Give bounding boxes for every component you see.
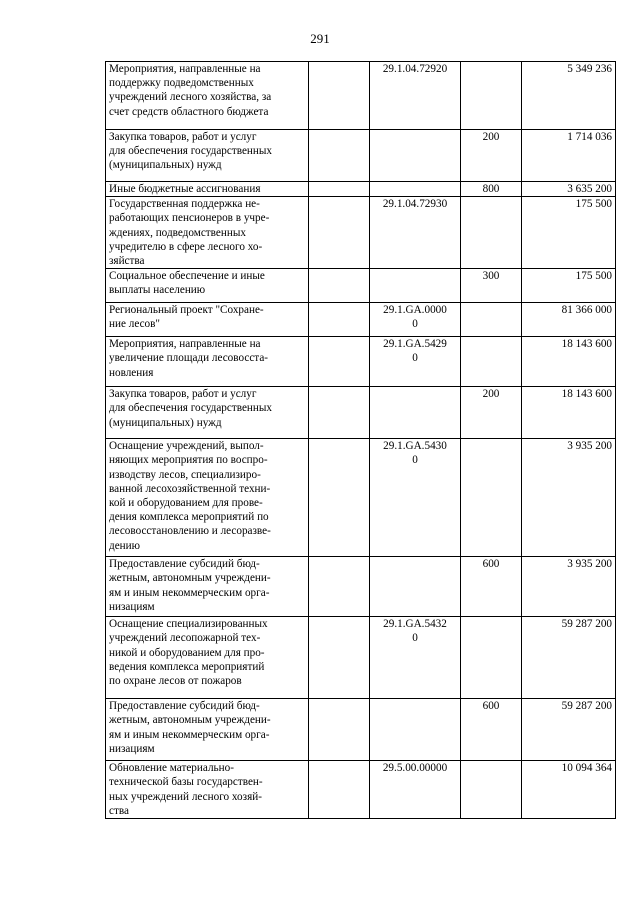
empty-cell	[309, 182, 370, 197]
item-name-line: Оснащение учреждений, выпол-	[109, 440, 264, 453]
amount-cell: 175 500	[522, 269, 616, 303]
item-name-cell	[106, 337, 309, 387]
empty-cell	[309, 130, 370, 182]
item-name-line: Предоставление субсидий бюд-	[109, 700, 260, 713]
item-name-line: Закупка товаров, работ и услуг	[109, 388, 257, 401]
item-name-cell	[106, 182, 309, 197]
target-code-cell	[370, 337, 461, 387]
table-row	[106, 439, 616, 557]
expense-type-cell: 200	[461, 130, 522, 182]
table-row	[106, 387, 616, 439]
target-code-cell	[370, 557, 461, 617]
item-name-line: счет средств областного бюджета	[109, 105, 269, 118]
target-code-line: 0	[412, 352, 418, 365]
empty-cell	[309, 269, 370, 303]
item-name-line: ведения комплекса мероприятий	[109, 660, 265, 673]
target-code-cell	[370, 387, 461, 439]
table-row	[106, 617, 616, 699]
item-name-line: зяйства	[109, 255, 145, 268]
item-name-line: новления	[109, 366, 154, 379]
item-name-line: Государственная поддержка не-	[109, 198, 260, 211]
empty-cell	[309, 337, 370, 387]
amount-cell: 18 143 600	[522, 387, 616, 439]
item-name-cell	[106, 62, 309, 130]
table-row	[106, 62, 616, 130]
target-code-line: 29.1.GA.5432	[383, 618, 447, 631]
item-name-line: ям и иным некоммерческим орга-	[109, 728, 270, 741]
item-name-line: поддержку подведомственных	[109, 77, 254, 90]
amount-cell: 175 500	[522, 197, 616, 269]
item-name-line: Иные бюджетные ассигнования	[109, 183, 261, 195]
item-name-line: Обновление материально-	[109, 762, 234, 775]
item-name-cell	[106, 439, 309, 557]
empty-cell	[309, 617, 370, 699]
expense-type-cell: 600	[461, 557, 522, 617]
target-code-line: 29.1.GA.5430	[383, 440, 447, 453]
amount-cell: 81 366 000	[522, 303, 616, 337]
item-name-line: учредителю в сфере лесного хо-	[109, 240, 263, 253]
item-name-line: Предоставление субсидий бюд-	[109, 558, 260, 571]
expense-type-cell	[461, 617, 522, 699]
target-code-cell	[370, 699, 461, 761]
expense-type-cell: 300	[461, 269, 522, 303]
item-name-line: Региональный проект "Сохране-	[109, 304, 264, 317]
item-name-line: кой и оборудованием для прове-	[109, 497, 263, 510]
item-name-line: для обеспечения государственных	[109, 145, 273, 158]
item-name-line: Мероприятия, направленные на	[109, 63, 261, 75]
item-name-line: ства	[109, 804, 129, 817]
expense-type-cell	[461, 337, 522, 387]
target-code-line: 29.1.GA.5429	[383, 338, 447, 351]
item-name-line: выплаты населению	[109, 284, 206, 297]
item-name-cell	[106, 130, 309, 182]
table-row	[106, 130, 616, 182]
table-row	[106, 269, 616, 303]
item-name-line: для обеспечения государственных	[109, 402, 273, 415]
item-name-line: учреждений лесопожарной тех-	[109, 632, 261, 645]
item-name-cell	[106, 197, 309, 269]
expense-type-cell: 600	[461, 699, 522, 761]
budget-table	[105, 61, 616, 819]
target-code-cell	[370, 617, 461, 699]
item-name-line: ных учреждений лесного хозяй-	[109, 790, 262, 803]
item-name-line: учреждений лесного хозяйства, за	[109, 91, 272, 104]
item-name-line: (муниципальных) нужд	[109, 159, 222, 172]
item-name-line: работающих пенсионеров в учре-	[109, 212, 270, 225]
item-name-cell	[106, 761, 309, 819]
item-name-line: лесовосстановлению и лесоразве-	[109, 525, 271, 538]
item-name-line: Оснащение специализированных	[109, 618, 268, 631]
amount-cell: 10 094 364	[522, 761, 616, 819]
item-name-line: низациям	[109, 742, 155, 755]
target-code-cell	[370, 197, 461, 269]
item-name-line: Социальное обеспечение и иные	[109, 270, 265, 283]
expense-type-cell	[461, 62, 522, 130]
target-code-line: 0	[412, 318, 418, 331]
target-code-line: 29.1.GA.0000	[383, 304, 447, 317]
target-code-cell	[370, 761, 461, 819]
expense-type-cell	[461, 761, 522, 819]
target-code-cell	[370, 182, 461, 197]
item-name-line: ние лесов"	[109, 318, 160, 331]
item-name-line: технической базы государствен-	[109, 776, 263, 789]
table-row	[106, 337, 616, 387]
empty-cell	[309, 557, 370, 617]
item-name-line: няющих мероприятия по воспро-	[109, 454, 268, 467]
target-code-line: 0	[412, 454, 418, 467]
item-name-line: (муниципальных) нужд	[109, 416, 222, 429]
target-code-cell	[370, 130, 461, 182]
amount-cell: 59 287 200	[522, 617, 616, 699]
item-name-cell	[106, 557, 309, 617]
amount-cell: 59 287 200	[522, 699, 616, 761]
empty-cell	[309, 197, 370, 269]
target-code-line: 0	[412, 632, 418, 645]
item-name-cell	[106, 269, 309, 303]
amount-cell: 3 935 200	[522, 439, 616, 557]
amount-cell: 1 714 036	[522, 130, 616, 182]
item-name-line: по охране лесов от пожаров	[109, 675, 242, 688]
expense-type-cell	[461, 439, 522, 557]
item-name-line: жетным, автономным учреждени-	[109, 714, 271, 727]
expense-type-cell	[461, 303, 522, 337]
item-name-line: никой и оборудованием для про-	[109, 646, 265, 659]
expense-type-cell	[461, 197, 522, 269]
table-row	[106, 557, 616, 617]
item-name-line: Закупка товаров, работ и услуг	[109, 131, 257, 143]
item-name-line: жетным, автономным учреждени-	[109, 572, 271, 585]
item-name-line: дения комплекса мероприятий по	[109, 511, 269, 524]
amount-cell: 18 143 600	[522, 337, 616, 387]
page-number: 291	[310, 31, 330, 46]
target-code-cell	[370, 62, 461, 130]
table-row	[106, 197, 616, 269]
empty-cell	[309, 439, 370, 557]
item-name-line: увеличение площади лесовосста-	[109, 352, 269, 365]
empty-cell	[309, 761, 370, 819]
item-name-line: ванной лесохозяйственной техни-	[109, 482, 271, 495]
empty-cell	[309, 387, 370, 439]
target-code-line: 29.1.04.72930	[382, 198, 448, 211]
empty-cell	[309, 303, 370, 337]
table-row	[106, 182, 616, 197]
empty-cell	[309, 62, 370, 130]
item-name-cell	[106, 699, 309, 761]
item-name-line: дению	[109, 539, 140, 552]
item-name-cell	[106, 303, 309, 337]
table-row	[106, 699, 616, 761]
item-name-line: Мероприятия, направленные на	[109, 338, 261, 351]
item-name-line: ям и иным некоммерческим орга-	[109, 586, 270, 599]
item-name-line: изводству лесов, специализиро-	[109, 468, 261, 481]
expense-type-cell: 200	[461, 387, 522, 439]
amount-cell: 3 635 200	[522, 182, 616, 197]
amount-cell: 3 935 200	[522, 557, 616, 617]
table-row	[106, 303, 616, 337]
budget-table-body	[106, 62, 616, 819]
target-code-cell	[370, 269, 461, 303]
expense-type-cell: 800	[461, 182, 522, 197]
empty-cell	[309, 699, 370, 761]
target-code-cell	[370, 439, 461, 557]
target-code-cell	[370, 303, 461, 337]
target-code-line: 29.5.00.00000	[382, 762, 448, 775]
item-name-line: ждениях, подведомственных	[109, 226, 246, 239]
item-name-cell	[106, 617, 309, 699]
item-name-cell	[106, 387, 309, 439]
table-row	[106, 761, 616, 819]
item-name-line: низациям	[109, 600, 155, 613]
target-code-line: 29.1.04.72920	[382, 63, 448, 75]
amount-cell: 5 349 236	[522, 62, 616, 130]
